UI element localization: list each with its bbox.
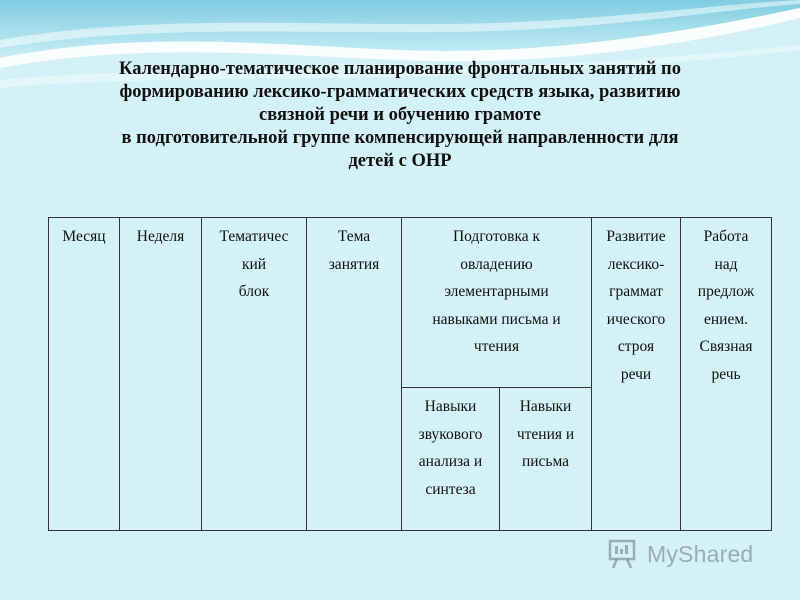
planning-table [48, 217, 772, 531]
header-text: синтеза [425, 480, 476, 498]
header-week [120, 218, 202, 531]
header-text: блок [238, 283, 270, 300]
header-text: лексико- [607, 255, 665, 273]
header-text: Месяц [62, 228, 106, 245]
title-line: детей с ОНР [348, 151, 452, 171]
header-text: чтения [473, 338, 520, 355]
presentation-board-icon [607, 536, 643, 572]
subheader-sound-analysis [402, 388, 500, 531]
header-text: Развитие [606, 228, 666, 245]
header-text: овладению [460, 255, 533, 273]
header-text: кий [241, 255, 267, 273]
header-text: речи [620, 365, 652, 383]
header-lexical-grammar [592, 218, 681, 531]
title-line: формированию лексико-грамматических средств языка, развитию [119, 82, 681, 102]
header-text: звукового [418, 425, 483, 443]
header-text: Тематичес [219, 228, 289, 245]
title-line: в подготовительной группе компенсирующей направленности для [121, 128, 679, 148]
header-text: строя [617, 338, 655, 355]
page-title [40, 58, 760, 173]
header-text: Неделя [136, 228, 185, 245]
header-text: ического [606, 310, 666, 328]
header-text: анализа и [418, 453, 483, 470]
header-text: Тема [337, 228, 371, 245]
myshared-watermark [607, 536, 767, 572]
header-literacy-prep [402, 218, 592, 388]
header-text: речь [711, 365, 741, 383]
header-lesson-topic [307, 218, 402, 531]
watermark-text: MyShared [647, 540, 754, 567]
header-month [49, 218, 120, 531]
header-text: элементарными [444, 283, 549, 300]
header-text: предлож [697, 283, 755, 300]
title-line: связной речи и обучению грамоте [258, 105, 541, 125]
header-text: письма [521, 453, 570, 470]
header-text: над [714, 255, 738, 273]
header-text: занятия [328, 255, 380, 273]
header-text: Связная [699, 338, 753, 355]
subheader-reading-writing [500, 388, 592, 531]
header-text: Навыки [519, 398, 572, 415]
header-text: Работа [703, 228, 749, 245]
title-line: Календарно-тематическое планирование фронтальных занятий по [119, 59, 681, 79]
header-text: чтения и [516, 425, 575, 443]
header-text: Подготовка к [452, 228, 541, 245]
header-text: навыками письма и [432, 310, 561, 328]
header-text: Навыки [424, 398, 477, 415]
header-thematic-block [202, 218, 307, 531]
header-sentence-work [681, 218, 772, 531]
header-text: граммат [609, 283, 663, 300]
header-text: ением. [703, 310, 749, 328]
